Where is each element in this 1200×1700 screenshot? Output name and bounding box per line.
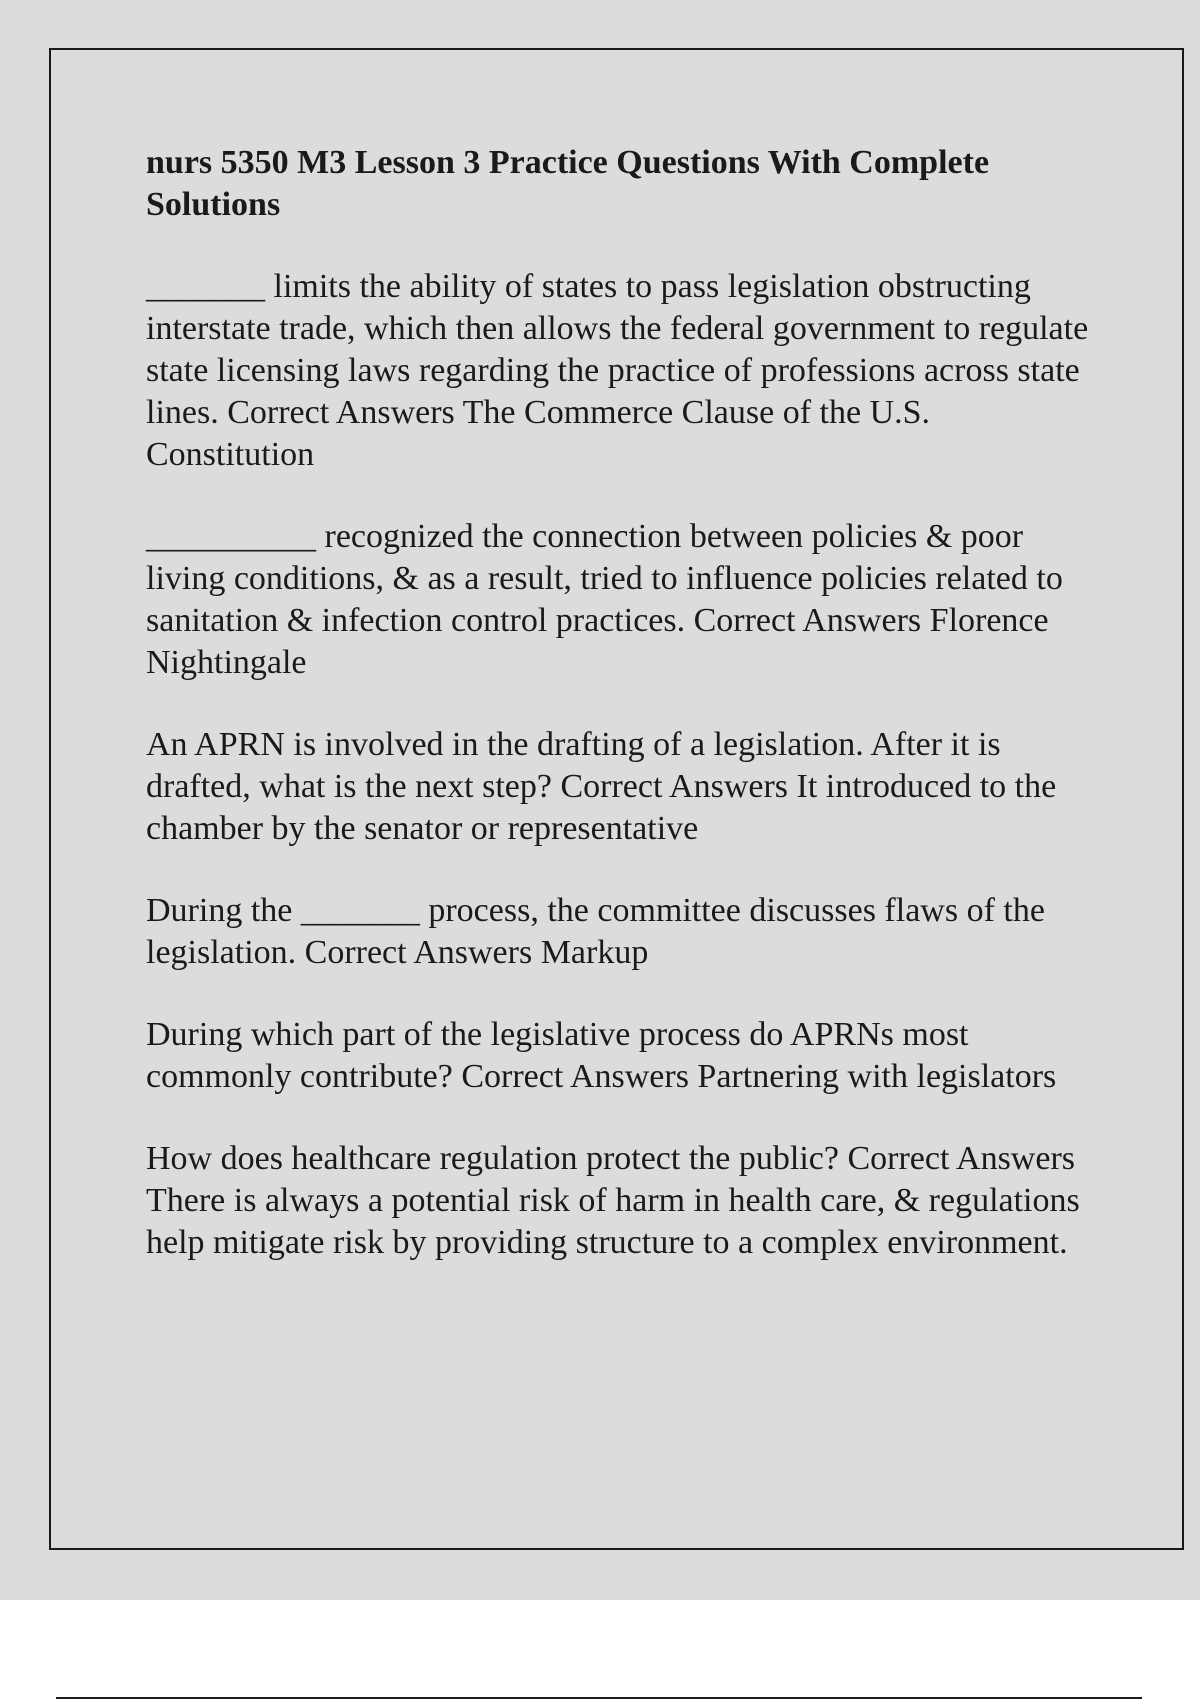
document-title: nurs 5350 M3 Lesson 3 Practice Questions With Complete Solutions: [146, 144, 990, 223]
qa-item-4: During the _______ process, the committee discusses flaws of the legislation. Correct Answers Markup: [146, 892, 1045, 971]
qa-item-6: How does healthcare regulation protect the public? Correct Answers There is always a potential risk of harm in health care, & regulations help mitigate risk by providing structure to a complex environment.: [146, 1140, 1080, 1261]
document-content: [146, 142, 1096, 1304]
qa-item-2: __________ recognized the connection between policies & poor living conditions, & as a result, tried to influence policies related to sanitation & infection control practices. Correct Answers Florence Nightingale: [146, 518, 1063, 681]
footer-rule: [56, 1697, 1142, 1699]
qa-item-3: An APRN is involved in the drafting of a legislation. After it is drafted, what is the next step? Correct Answers It introduced to the chamber by the senator or representative: [146, 726, 1057, 847]
qa-item-5: During which part of the legislative process do APRNs most commonly contribute? Correct Answers Partnering with legislators: [146, 1016, 1057, 1095]
qa-item-1: _______ limits the ability of states to pass legislation obstructing interstate trade, which then allows the federal government to regulate state licensing laws regarding the practice of professions across state lines. Correct Answers The Commerce Clause of the U.S. Constitution: [146, 268, 1089, 473]
